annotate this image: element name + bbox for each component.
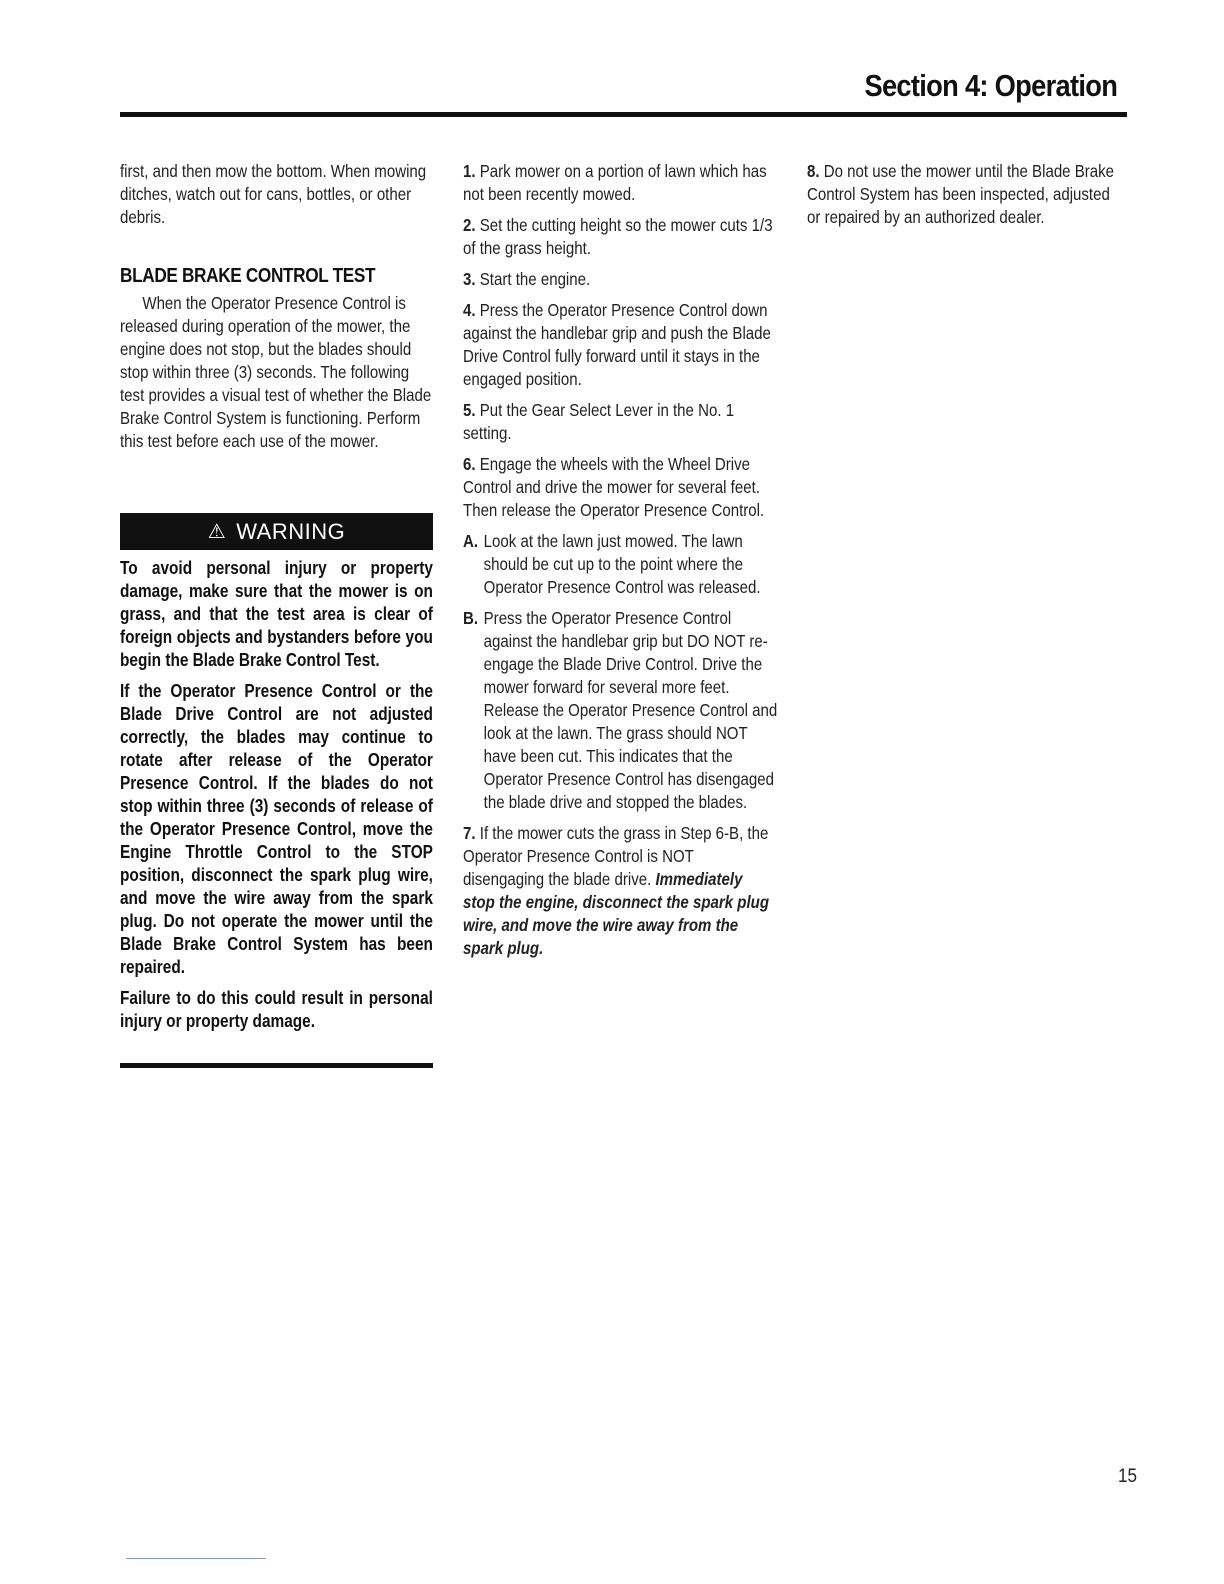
warning-paragraph-1: To avoid personal injury or property damage, make sure that the mower is on grass, and that the test area is clear of foreign objects and bystanders before you begin the Blade Brake Control Test. bbox=[120, 558, 433, 670]
column-right bbox=[807, 160, 1117, 237]
intro-paragraph: first, and then mow the bottom. When mowing ditches, watch out for cans, bottles, or other debris. bbox=[120, 161, 427, 227]
step-number: 2. bbox=[463, 215, 476, 235]
substep-a bbox=[463, 530, 778, 599]
step-text: Park mower on a portion of lawn which has not been recently mowed. bbox=[463, 161, 767, 204]
step-number: 6. bbox=[463, 454, 476, 474]
page-header bbox=[120, 68, 1127, 117]
substep-text: Press the Operator Presence Control against the handlebar grip but DO NOT re-engage the Blade Drive Control. Drive the mower forward for several more feet. Release the Operator Presence Control and look at the lawn. The grass should NOT have been cut. This indicates that the Operator Presence Control has disengaged the blade drive and stopped the blades. bbox=[483, 608, 778, 812]
page-number: 15 bbox=[1118, 1466, 1138, 1487]
step-number: 5. bbox=[463, 400, 476, 420]
warning-banner bbox=[120, 513, 433, 550]
step-7-emphasis: Immediately stop the engine, disconnect the spark plug wire, and move the wire away from the spark plug. bbox=[463, 869, 770, 958]
step-number: 4. bbox=[463, 300, 476, 320]
steps-list bbox=[463, 160, 778, 960]
substep-text: Look at the lawn just mowed. The lawn should be cut up to the point where the Operator Presence Control was released. bbox=[483, 531, 761, 597]
step-text: Put the Gear Select Lever in the No. 1 setting. bbox=[463, 400, 735, 443]
step-1 bbox=[463, 160, 778, 206]
step-text: If the mower cuts the grass in Step 6-B, the Operator Presence Control is NOT disengaging the blade drive. bbox=[463, 823, 769, 889]
warning-paragraph-2: If the Operator Presence Control or the Blade Drive Control are not adjusted correctly, the blades may continue to rotate after release of the Operator Presence Control. If the blades do not stop within three (3) seconds of release of the Operator Presence Control, move the Engine Throttle Control to the STOP position, disconnect the spark plug wire, and move the wire away from the spark plug. Do not operate the mower until the Blade Brake Control System has been repaired. bbox=[120, 681, 433, 977]
blade-brake-test-body: When the Operator Presence Control is released during operation of the mower, the engine does not stop, but the blades should stop within three (3) seconds. The following test provides a visual test of whether the Blade Brake Control System is functioning. Perform this test before each use of the mower. bbox=[120, 293, 432, 451]
step-8 bbox=[807, 160, 1118, 229]
step-number: 1. bbox=[463, 161, 476, 181]
step-5 bbox=[463, 399, 778, 445]
warning-label: WARNING bbox=[236, 518, 346, 544]
step-text: Start the engine. bbox=[479, 269, 591, 289]
step-7 bbox=[463, 822, 778, 960]
warning-divider bbox=[120, 1063, 433, 1068]
step-text: Engage the wheels with the Wheel Drive Control and drive the mower for several feet. Then release the Operator Presence Control. bbox=[463, 454, 765, 520]
step-number: 7. bbox=[463, 823, 476, 843]
section-title: Section 4: Operation bbox=[864, 68, 1117, 103]
step-2 bbox=[463, 214, 778, 260]
warning-text bbox=[120, 557, 433, 1041]
column-middle bbox=[463, 160, 778, 968]
step-text: Do not use the mower until the Blade Brake Control System has been inspected, adjusted or repaired by an authorized dealer. bbox=[807, 161, 1115, 227]
step-3 bbox=[463, 268, 778, 291]
substep-b bbox=[463, 607, 778, 814]
warning-paragraph-3: Failure to do this could result in personal injury or property damage. bbox=[120, 988, 433, 1031]
substep-label: A. bbox=[463, 531, 479, 551]
blade-brake-test-heading: BLADE BRAKE CONTROL TEST bbox=[120, 265, 376, 287]
step-text: Set the cutting height so the mower cuts 1/3 of the grass height. bbox=[463, 215, 773, 258]
footer-line bbox=[126, 1558, 266, 1559]
step-number: 3. bbox=[463, 269, 476, 289]
step-number: 8. bbox=[807, 161, 820, 181]
substep-label: B. bbox=[463, 608, 479, 628]
column-left bbox=[120, 160, 436, 453]
warning-triangle-icon: ⚠ bbox=[207, 521, 227, 543]
step-text: Press the Operator Presence Control down against the handlebar grip and push the Blade Drive Control fully forward until it stays in the engaged position. bbox=[463, 300, 771, 389]
step-4 bbox=[463, 299, 778, 391]
steps-list-continued bbox=[807, 160, 1118, 229]
step-6 bbox=[463, 453, 778, 522]
